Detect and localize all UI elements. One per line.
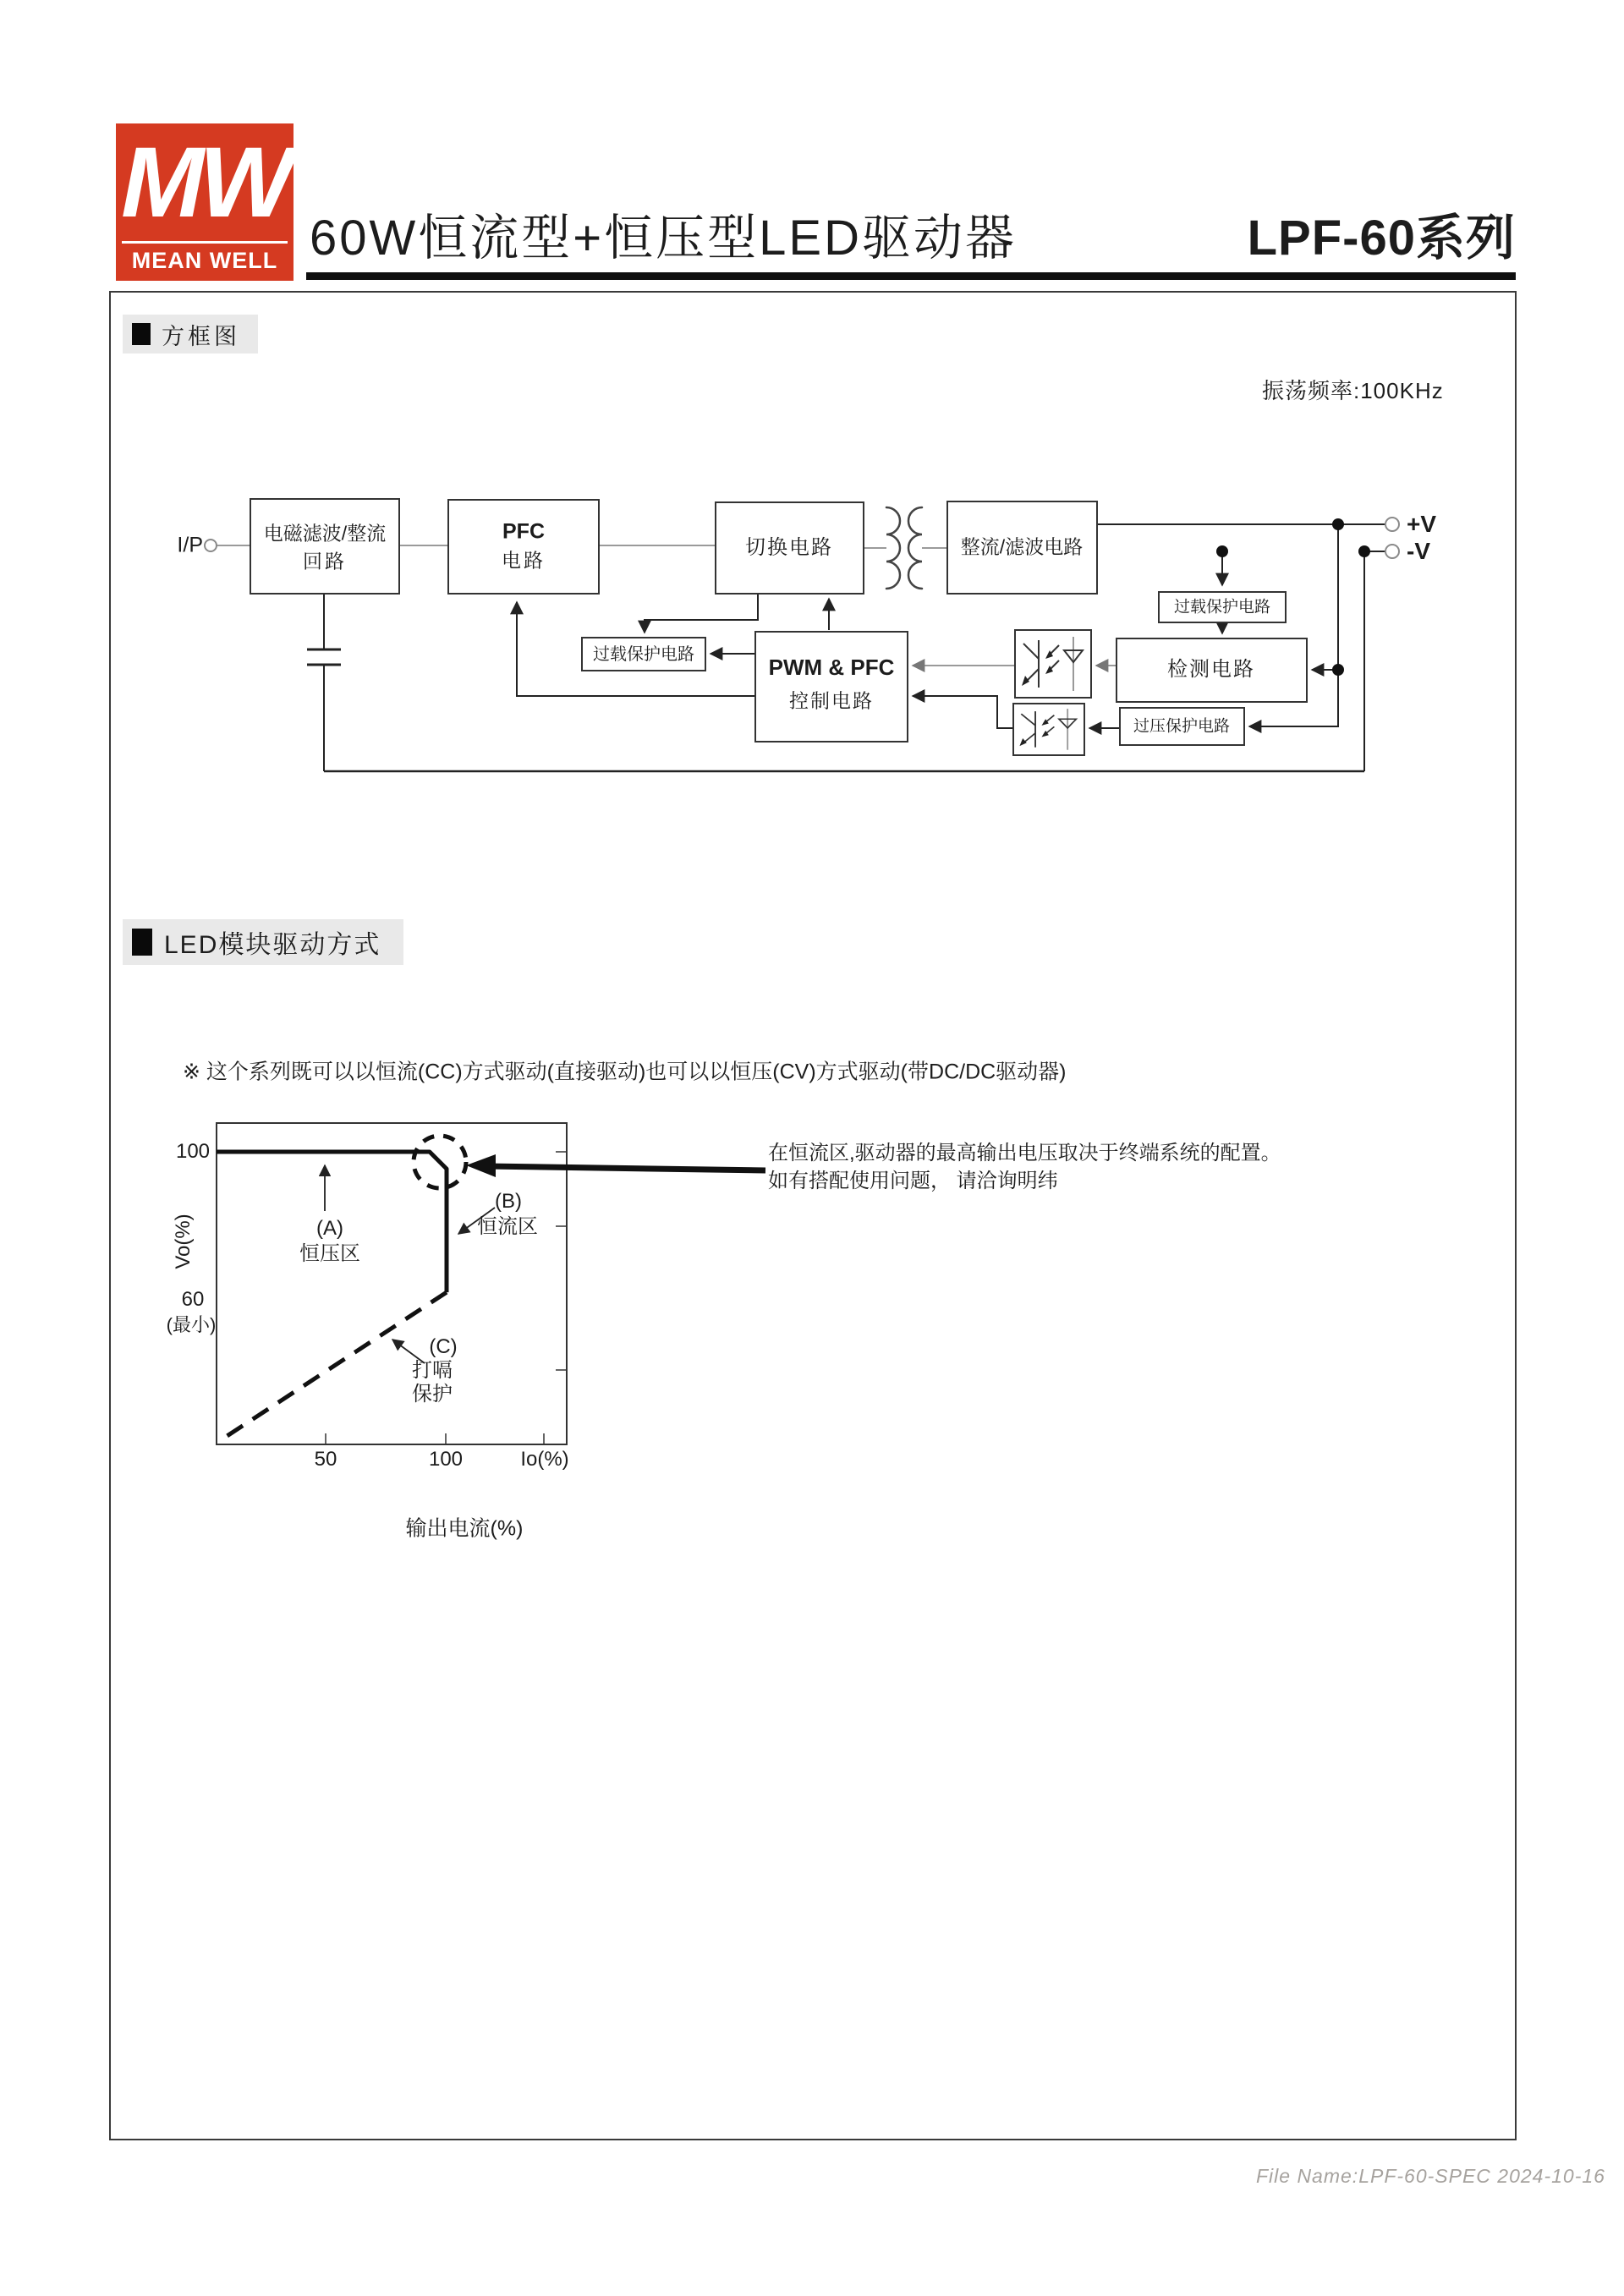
region-b-tag: (B) — [495, 1190, 522, 1213]
logo-mw-text: MW — [121, 127, 288, 238]
vplus-terminal-circle — [1385, 518, 1399, 531]
cc-region-annotation-2: 如有搭配使用问题， 请洽询明纬 — [768, 1170, 1058, 1192]
block-pwm-pfc-control — [755, 632, 908, 742]
section-title: LED模块驱动方式 — [164, 931, 381, 959]
section-bullet-icon — [132, 929, 152, 956]
block-pfc-label-1: PFC — [502, 519, 545, 544]
cc-region-annotation-1: 在恒流区,驱动器的最高输出电压取决于终端系统的配置。 — [768, 1142, 1281, 1164]
drive-mode-note: ※ 这个系列既可以以恒流(CC)方式驱动(直接驱动)也可以以恒压(CV)方式驱动(带DC/DC驱动器) — [183, 1060, 1067, 1084]
transformer-icon — [886, 507, 922, 589]
series-name: LPF-60系列 — [1247, 211, 1516, 266]
logo-divider — [122, 241, 288, 244]
input-terminal-label: I/P — [177, 533, 203, 557]
block-pwm-label-1: PWM & PFC — [768, 655, 895, 680]
section-title: 方框图 — [162, 323, 240, 349]
y-axis-label: Vo(%) — [172, 1214, 195, 1269]
region-c-name-1: 打嗝 — [412, 1359, 453, 1382]
input-terminal-circle — [205, 540, 217, 551]
block-pfc — [448, 500, 599, 594]
section-bullet-icon — [132, 323, 151, 345]
oscillation-frequency-note: 振荡频率:100KHz — [1262, 378, 1444, 403]
meanwell-logo — [116, 123, 294, 281]
callout-arrow-head — [466, 1154, 496, 1177]
callout-arrow-shaft — [486, 1166, 765, 1170]
vminus-terminal-label: -V — [1407, 538, 1430, 564]
block-switch-label: 切换电路 — [745, 536, 833, 559]
block-pfc-label-2: 电路 — [502, 549, 546, 572]
optocoupler-2-box — [1013, 704, 1084, 755]
logo-brand-text: MEAN WELL — [131, 248, 278, 273]
block-olp-left-label: 过载保护电路 — [593, 645, 694, 664]
output-current-caption: 输出电流(%) — [405, 1516, 524, 1541]
block-emi-label-1: 电磁滤波/整流 — [263, 522, 387, 545]
footer-file-info: File Name:LPF-60-SPEC 2024-10-16 — [1256, 2165, 1605, 2187]
section-header-block-diagram — [123, 315, 258, 353]
block-ovp-label: 过压保护电路 — [1133, 717, 1231, 736]
ytick-100: 100 — [175, 1140, 211, 1163]
block-olp-right-label: 过载保护电路 — [1173, 598, 1271, 616]
block-emi-label-2: 回路 — [303, 550, 347, 573]
x-axis-label: Io(%) — [520, 1448, 569, 1471]
xtick-100: 100 — [428, 1448, 464, 1471]
block-detection-label: 检测电路 — [1167, 658, 1255, 681]
region-b-name: 恒流区 — [477, 1215, 538, 1238]
chart-frame — [217, 1123, 567, 1444]
block-rectifier-label: 整流/滤波电路 — [960, 535, 1084, 558]
header-rule — [306, 272, 1516, 280]
capacitor-icon — [307, 649, 341, 665]
optocoupler-1-box — [1015, 630, 1091, 698]
section-header-led-drive — [123, 919, 403, 965]
vplus-terminal-label: +V — [1407, 511, 1437, 537]
region-a-tag: (A) — [316, 1217, 343, 1240]
region-c-tag: (C) — [429, 1335, 458, 1358]
page-title: 60W恒流型+恒压型LED驱动器 — [310, 211, 1017, 266]
vminus-terminal-circle — [1385, 545, 1399, 558]
ytick-60-sublabel: (最小) — [166, 1314, 217, 1335]
region-c-name-2: 保护 — [412, 1383, 453, 1406]
block-pwm-label-2: 控制电路 — [789, 689, 874, 712]
region-a-name: 恒压区 — [299, 1242, 360, 1265]
chart-graphics — [217, 1123, 765, 1444]
xtick-50: 50 — [314, 1448, 337, 1471]
ytick-60: 60 — [181, 1288, 205, 1311]
block-emi-filter — [250, 499, 399, 594]
